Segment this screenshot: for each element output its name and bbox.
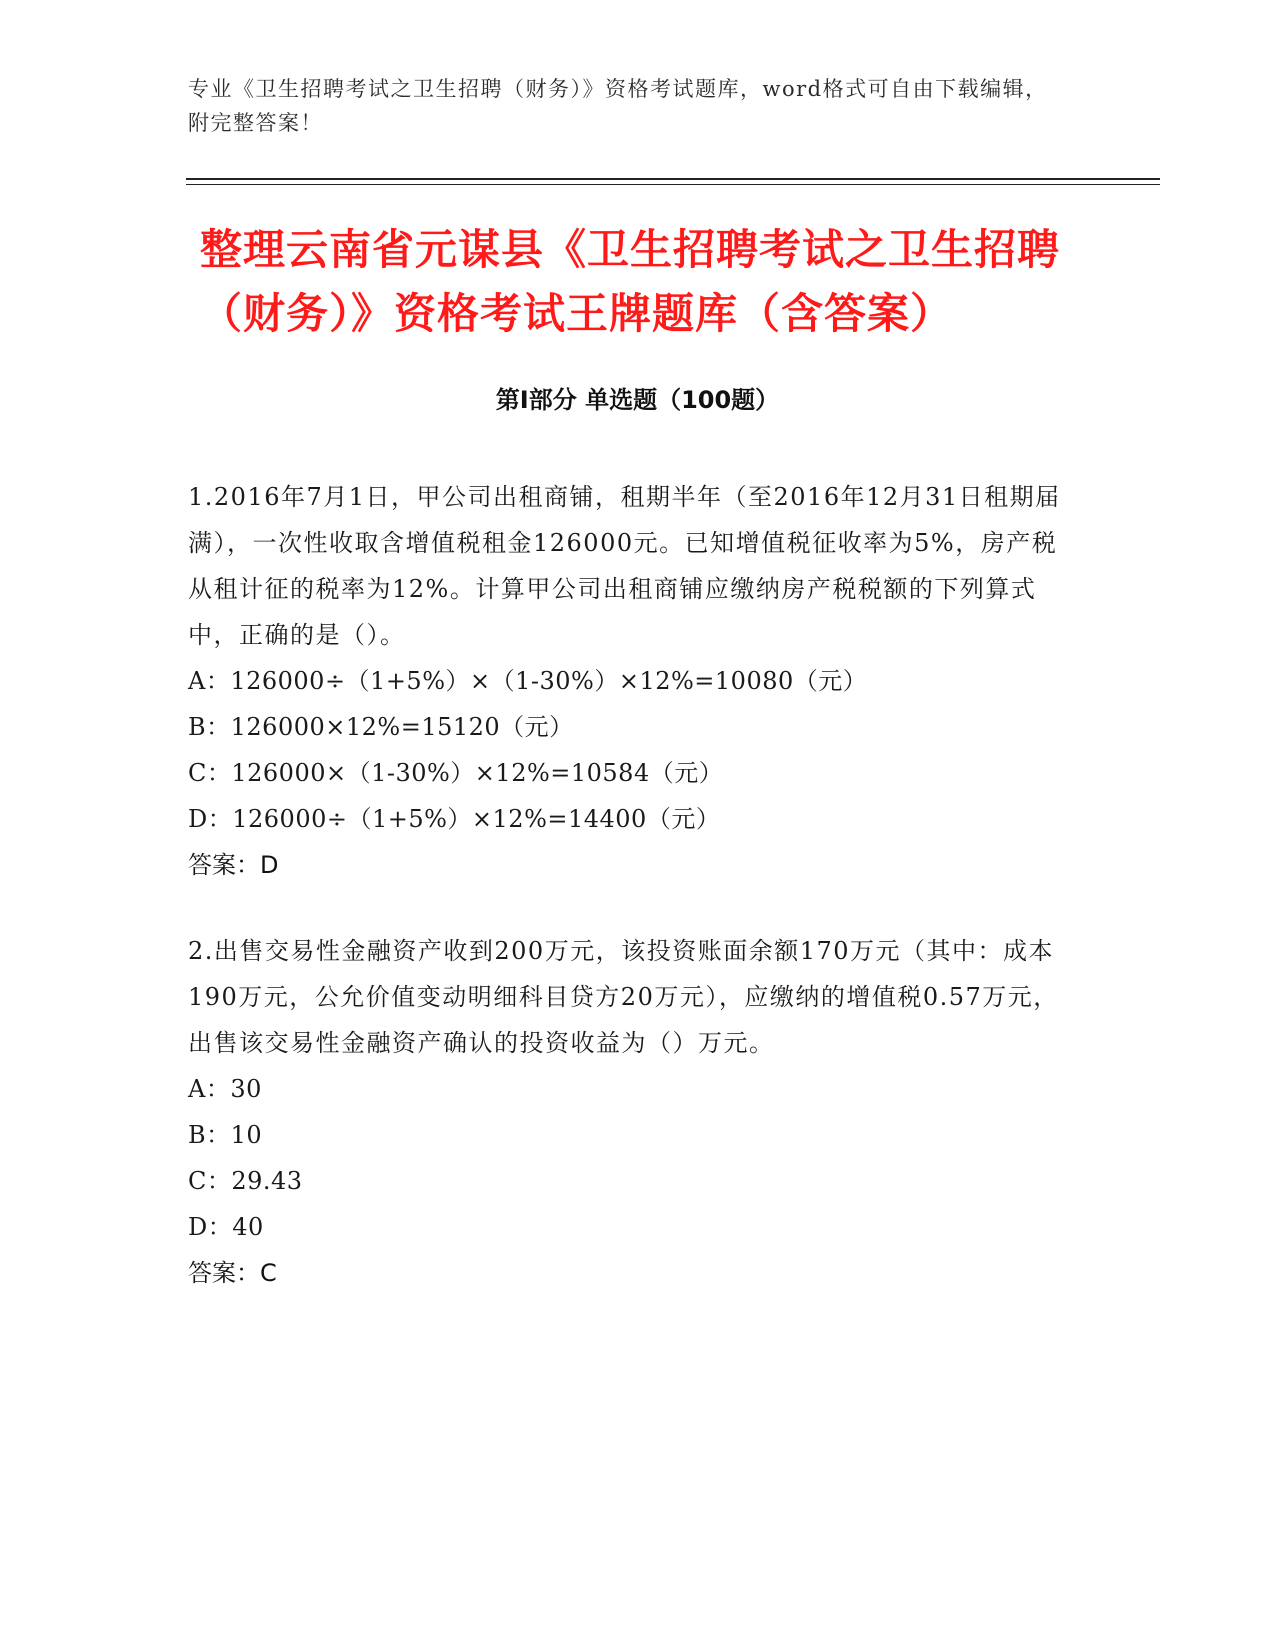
option-c: C：29.43	[188, 1167, 303, 1195]
option-d: D：40	[188, 1213, 264, 1241]
option-b: B：126000×12%=15120（元）	[188, 713, 574, 741]
header-divider-thick	[186, 178, 1160, 180]
question-stem: 2.出售交易性金融资产收到200万元，该投资账面余额170万元（其中：成本190万元，公允价值变动明细科目贷方20万元），应缴纳的增值税0.57万元，出售该交易性金融资产确认的投资收益为（）万元。	[188, 937, 1059, 1057]
document-title: 整理云南省元谋县《卫生招聘考试之卫生招聘（财务）》资格考试王牌题库（含答案）	[200, 225, 1061, 338]
question-stem: 1.2016年7月1日，甲公司出租商铺，租期半年（至2016年12月31日租期届满），一次性收取含增值税租金126000元。已知增值税征收率为5%，房产税从租计征的税率为12%。计算甲公司出租商铺应缴纳房产税税额的下列算式中，正确的是（）。	[188, 483, 1061, 649]
option-b: B：10	[188, 1121, 263, 1149]
question-1	[188, 474, 1068, 888]
header-note: 专业《卫生招聘考试之卫生招聘（财务）》资格考试题库，word格式可自由下载编辑，附完整答案！	[188, 77, 1048, 135]
section-heading: 第Ⅰ部分 单选题（100题）	[495, 386, 780, 414]
option-c: C：126000×（1-30%）×12%=10584（元）	[188, 759, 724, 787]
question-2	[188, 928, 1068, 1296]
option-a: A：30	[188, 1075, 262, 1103]
answer-line: 答案：C	[188, 1259, 277, 1287]
answer-line: 答案：D	[188, 851, 279, 879]
header-divider-thin	[186, 184, 1160, 185]
option-d: D：126000÷（1+5%）×12%=14400（元）	[188, 805, 721, 833]
option-a: A：126000÷（1+5%）×（1-30%）×12%=10080（元）	[188, 667, 868, 695]
